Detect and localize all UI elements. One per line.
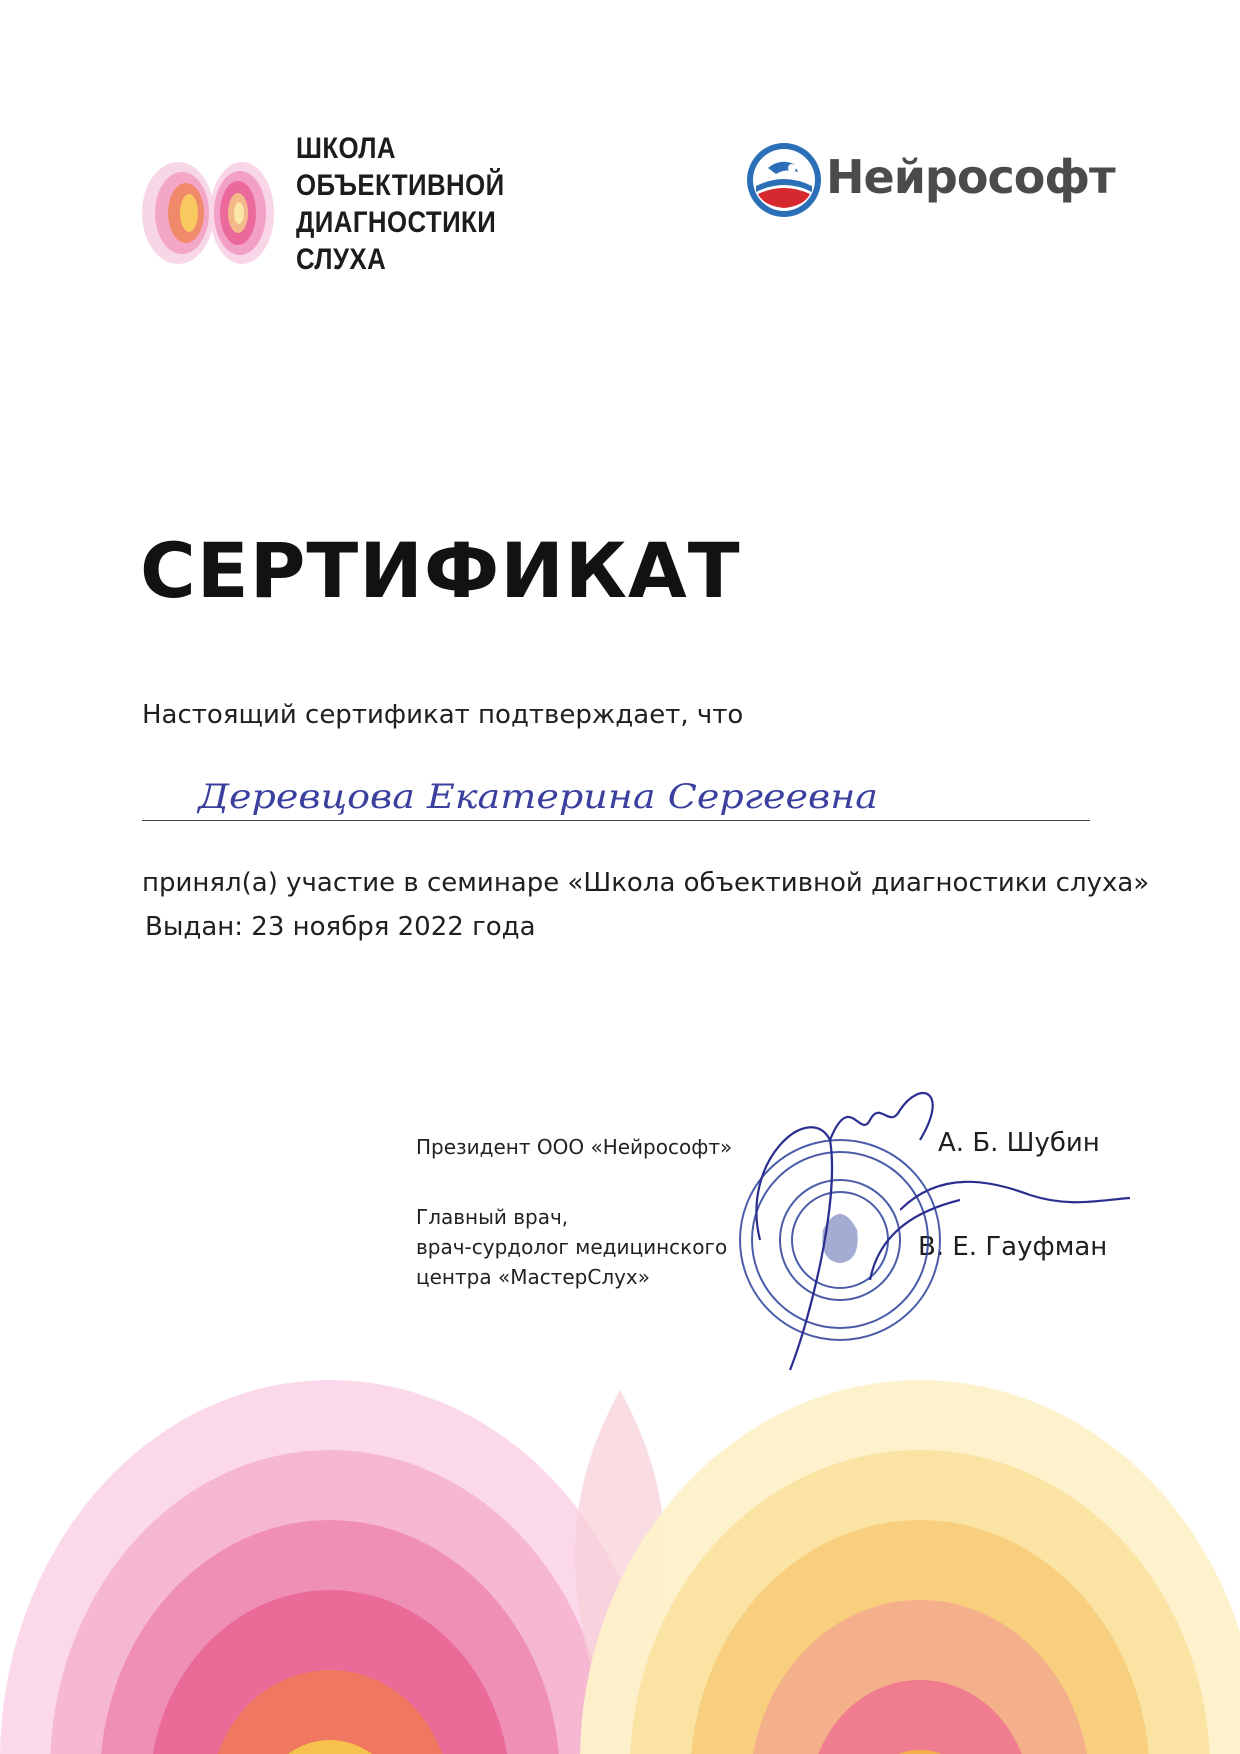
school-name-line: ОБЪЕКТИВНОЙ xyxy=(296,169,505,202)
chief-title-line: Главный врач, xyxy=(416,1205,569,1229)
name-underline xyxy=(142,820,1090,821)
school-name-line: СЛУХА xyxy=(296,243,387,276)
school-name-line: ШКОЛА xyxy=(296,132,396,165)
chief-title-line: центра «МастерСлух» xyxy=(416,1265,651,1289)
double-wave-icon xyxy=(142,162,274,264)
neurosoft-emblem-icon xyxy=(746,142,822,218)
issue-date: Выдан: 23 ноября 2022 года xyxy=(145,912,536,942)
signature-scribble xyxy=(900,1170,1140,1230)
recipient-handwritten-text: Деревцова Екатерина Сергеевна xyxy=(195,777,878,817)
brand-wordmark: Нейрософт xyxy=(826,150,1115,204)
certificate-title: СЕРТИФИКАТ xyxy=(140,526,741,615)
chief-title xyxy=(416,1202,728,1292)
chief-title-line: врач-сурдолог медицинского xyxy=(416,1235,728,1259)
president-name: А. Б. Шубин xyxy=(938,1128,1100,1158)
decorative-petals xyxy=(0,1300,1240,1754)
recipient-handwritten-name xyxy=(140,762,960,826)
participation-text: принял(а) участие в семинаре «Школа объективной диагностики слуха» xyxy=(142,868,1150,898)
school-name-line: ДИАГНОСТИКИ xyxy=(296,206,497,239)
school-name xyxy=(296,130,536,278)
intro-text: Настоящий сертификат подтверждает, что xyxy=(142,700,744,730)
chief-name: В. Е. Гауфман xyxy=(918,1232,1108,1262)
president-title: Президент ООО «Нейрософт» xyxy=(416,1135,733,1159)
